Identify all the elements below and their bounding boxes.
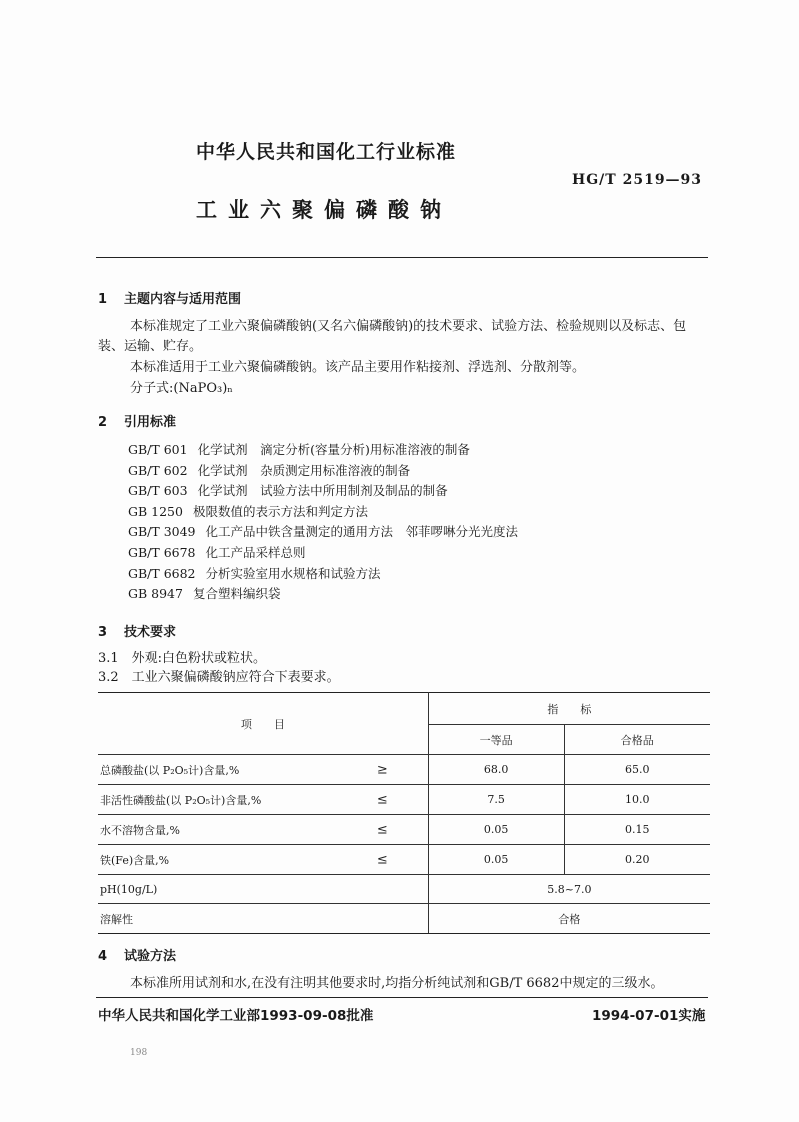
reference-item: [128, 502, 368, 520]
header-qualified-grade: 合格品: [564, 725, 710, 755]
section-number: 2: [98, 415, 108, 430]
reference-code: GB 1250: [128, 503, 183, 519]
document-title: 工业六聚偏磷酸钠: [196, 198, 452, 222]
solubility-value: 合格: [428, 904, 710, 934]
molecular-formula: 分子式:(NaPO₃)ₙ: [130, 381, 233, 396]
reference-item: [128, 564, 381, 582]
sec1-paragraph1-line1: 本标准规定了工业六聚偏磷酸钠(又名六偏磷酸钠)的技术要求、试验方法、检验规则以及标志、包: [130, 319, 687, 334]
spec-item-name: 非活性磷酸盐(以 P₂O₅计)含量,%: [98, 785, 428, 815]
spec-row: [98, 815, 710, 845]
spec-comparison-sign: [376, 815, 429, 845]
reference-title: 化学试剂 滴定分析(容量分析)用标准溶液的制备: [197, 442, 470, 457]
comparison-sign-glyph: ≥: [376, 762, 388, 777]
spec-row: [98, 755, 710, 785]
reference-title: 分析实验室用水规格和试验方法: [205, 565, 381, 581]
clause-3-1: 3.1 外观:白色粉状或粒状。: [98, 651, 267, 666]
spec-item-name: 总磷酸盐(以 P₂O₅计)含量,%: [98, 755, 428, 785]
issuing-body: 中华人民共和国化工行业标准: [196, 141, 457, 163]
spec-row: [98, 785, 710, 815]
approval-note: 中华人民共和国化学工业部1993-09-08批准: [98, 1008, 374, 1024]
spec-qualified-grade-value: 65.0: [564, 755, 710, 785]
reference-title: 化学试剂 杂质测定用标准溶液的制备: [197, 462, 411, 478]
spec-qualified-grade-value: 0.20: [564, 845, 710, 875]
section-2-heading: [98, 411, 176, 430]
standard-code: HG/T 2519—93: [572, 172, 703, 188]
reference-title: 化工产品采样总则: [205, 545, 306, 560]
spec-row: [98, 845, 710, 875]
header-first-grade: 一等品: [428, 725, 564, 755]
comparison-sign-glyph: ≤: [376, 792, 388, 807]
ph-value: 5.8~7.0: [428, 875, 710, 904]
section-title: 试验方法: [124, 949, 177, 964]
reference-code: GB/T 601: [128, 442, 188, 457]
spec-qualified-grade-value: 0.15: [564, 815, 710, 845]
spec-first-grade-value: 0.05: [428, 815, 564, 845]
reference-item: [128, 461, 410, 479]
ph-label: pH(10g/L): [98, 875, 428, 904]
section-3-heading: [98, 621, 176, 640]
header-index: 指 标: [428, 693, 710, 725]
page-number: 198: [130, 1048, 148, 1058]
reference-code: GB/T 6678: [128, 545, 196, 560]
spec-table: [98, 692, 710, 934]
clause-3-2: 3.2 工业六聚偏磷酸钠应符合下表要求。: [98, 670, 340, 685]
section-4-heading: [98, 945, 176, 964]
spec-first-grade-value: 0.05: [428, 845, 564, 875]
reference-item: [128, 522, 518, 540]
reference-title: 极限数值的表示方法和判定方法: [192, 503, 368, 519]
section-number: 3: [98, 625, 108, 640]
top-rule: [96, 257, 708, 258]
section-number: 1: [98, 292, 108, 307]
reference-item: [128, 440, 470, 458]
reference-title: 化学试剂 试验方法中所用制剂及制品的制备: [197, 483, 448, 499]
spec-qualified-grade-value: 10.0: [564, 785, 710, 815]
section-number: 4: [98, 949, 108, 964]
comparison-sign-glyph: ≤: [376, 852, 388, 867]
spec-first-grade-value: 68.0: [428, 755, 564, 785]
section-title: 主题内容与适用范围: [124, 292, 242, 307]
spec-first-grade-value: 7.5: [428, 785, 564, 815]
header-item: 项 目: [98, 693, 428, 755]
sec1-paragraph2: 本标准适用于工业六聚偏磷酸钠。该产品主要用作粘接剂、浮选剂、分散剂等。: [130, 360, 586, 375]
section-1-heading: [98, 288, 241, 307]
sec1-paragraph1-line2: 装、运输、贮存。: [98, 339, 203, 354]
spec-comparison-sign: [376, 755, 429, 785]
section-title: 引用标准: [124, 415, 177, 430]
reference-item: [128, 481, 448, 499]
reference-title: 复合塑料编织袋: [192, 586, 281, 602]
reference-item: [128, 543, 306, 561]
spec-comparison-sign: [376, 785, 429, 815]
reference-code: GB 8947: [128, 586, 183, 602]
sec4-paragraph1: 本标准所用试剂和水,在没有注明其他要求时,均指分析纯试剂和GB/T 6682中规定的三级水。: [130, 976, 664, 991]
reference-title: 化工产品中铁含量测定的通用方法 邻菲啰啉分光光度法: [205, 524, 519, 540]
reference-code: GB/T 6682: [128, 565, 196, 581]
reference-code: GB/T 603: [128, 483, 188, 499]
bottom-rule: [96, 997, 708, 998]
reference-code: GB/T 3049: [128, 524, 196, 540]
effective-date: 1994-07-01实施: [592, 1008, 706, 1024]
reference-item: [128, 584, 280, 602]
section-title: 技术要求: [124, 625, 177, 640]
spec-item-name: 铁(Fe)含量,%: [98, 845, 428, 875]
spec-comparison-sign: [376, 845, 429, 875]
reference-code: GB/T 602: [128, 462, 188, 478]
comparison-sign-glyph: ≤: [376, 822, 388, 837]
solubility-label: 溶解性: [98, 904, 428, 934]
spec-item-name: 水不溶物含量,%: [98, 815, 428, 845]
